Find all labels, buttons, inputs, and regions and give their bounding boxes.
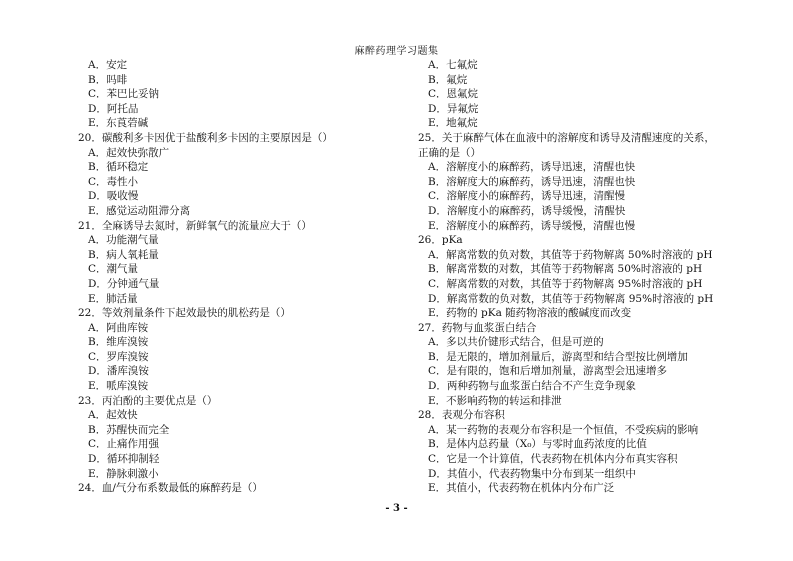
- answer-option: A．安定: [88, 59, 128, 71]
- left-column: [78, 58, 398, 496]
- answer-option: C．溶解度小的麻醉药，诱导迅速，清醒慢: [428, 190, 626, 203]
- answer-option: E．其值小，代表药物在机体内分布广泛: [428, 482, 615, 495]
- answer-option: C．止痛作用强: [88, 438, 160, 451]
- answer-option: C．恩氟烷: [428, 88, 479, 101]
- answer-option: B．病人氧耗量: [88, 248, 159, 261]
- question-stem: 26．pKa: [418, 234, 463, 247]
- answer-option: B．解离常数的对数，其值等于药物解离 50%时溶液的 pH: [428, 263, 703, 276]
- answer-option: E．溶解度小的麻醉药，诱导缓慢，清醒也慢: [428, 219, 636, 232]
- answer-option: B．溶解度大的麻醉药，诱导迅速，清醒也快: [428, 175, 636, 188]
- answer-option: B．是无限的，增加剂量后，游离型和结合型按比例增加: [428, 350, 688, 363]
- answer-option: C．解离常数的对数，其值等于药物解离 95%时溶液的 pH: [428, 277, 703, 290]
- answer-option: B．是体内总药量（X₀）与零时血药浓度的比值: [428, 438, 647, 451]
- answer-option: E．不影响药物的转运和排泄: [428, 394, 562, 407]
- answer-option: A．解离常数的负对数，其值等于药物解离 50%时溶液的 pH: [428, 248, 713, 261]
- answer-option: E．感觉运动阻滞分离: [88, 204, 191, 217]
- answer-option: E．地氟烷: [428, 117, 478, 130]
- answer-option: C．苯巴比妥钠: [88, 88, 160, 101]
- answer-option: A．溶解度小的麻醉药，诱导迅速，清醒也快: [428, 161, 636, 174]
- answer-option: A．多以共价键形式结合，但是可逆的: [428, 336, 604, 349]
- answer-option: D．其值小，代表药物集中分布到某一组织中: [428, 467, 636, 480]
- right-column: [418, 58, 718, 496]
- answer-option: D．循环抑制轻: [88, 453, 160, 466]
- answer-option: C．潮气量: [88, 263, 139, 276]
- answer-option: E．静脉刺激小: [88, 467, 159, 480]
- question-stem: 21．全麻诱导去氮时，新鲜氧气的流量应大于（）: [78, 219, 312, 232]
- answer-option: D．解离常数的负对数，其值等于药物解离 95%时溶液的 pH: [428, 292, 714, 305]
- answer-option: E．东莨菪碱: [88, 117, 149, 130]
- question-stem: 22．等效剂量条件下起效最快的肌松药是（）: [78, 307, 291, 320]
- answer-option: A．某一药物的表观分布容积是一个恒值，不受疾病的影响: [428, 423, 699, 436]
- answer-option: C．它是一个计算值，代表药物在机体内分布真实容积: [428, 453, 678, 466]
- answer-option: C．罗库溴铵: [88, 350, 149, 363]
- answer-option: A．起效快弥散广: [88, 146, 170, 159]
- question-stem: 27．药物与血浆蛋白结合: [418, 321, 537, 334]
- answer-option: B．循环稳定: [88, 161, 149, 174]
- answer-option: A．功能潮气量: [88, 234, 159, 247]
- answer-option: B．维库溴铵: [88, 336, 149, 349]
- question-stem: 25．关于麻醉气体在血液中的溶解度和诱导及清醒速度的关系，正确的是（）: [418, 131, 715, 159]
- answer-option: D．溶解度小的麻醉药，诱导缓慢，清醒快: [428, 204, 626, 217]
- page-number: - 3 -: [385, 503, 408, 514]
- answer-option: A．阿曲库铵: [88, 321, 149, 334]
- answer-option: D．异氟烷: [428, 102, 479, 115]
- answer-option: D．两种药物与血浆蛋白结合不产生竞争现象: [428, 380, 636, 393]
- answer-option: D．分钟通气量: [88, 277, 160, 290]
- answer-option: E．肺活量: [88, 292, 138, 305]
- answer-option: C．毒性小: [88, 175, 139, 188]
- question-stem: 23．丙泊酚的主要优点是（）: [78, 394, 218, 407]
- answer-option: B．氟烷: [428, 73, 468, 86]
- answer-option: C．是有限的，饱和后增加剂量，游离型会迅速增多: [428, 365, 668, 378]
- answer-option: D．吸收慢: [88, 190, 139, 203]
- answer-option: A．起效快: [88, 409, 138, 422]
- answer-option: E．哌库溴铵: [88, 380, 149, 393]
- question-stem: 20．碳酸利多卡因优于盐酸利多卡因的主要原因是（）: [78, 131, 333, 144]
- answer-option: A．七氟烷: [428, 59, 478, 71]
- question-stem: 24．血/气分布系数最低的麻醉药是（）: [78, 482, 263, 495]
- question-stem: 28．表观分布容积: [418, 409, 505, 422]
- answer-option: B．吗啡: [88, 73, 128, 86]
- page-header: 麻醉药理学习题集: [354, 46, 439, 57]
- answer-option: D．潘库溴铵: [88, 365, 149, 378]
- answer-option: D．阿托品: [88, 102, 139, 115]
- answer-option: B．苏醒快而完全: [88, 423, 170, 436]
- answer-option: E．药物的 pKa 随药物溶液的酸碱度而改变: [428, 307, 632, 320]
